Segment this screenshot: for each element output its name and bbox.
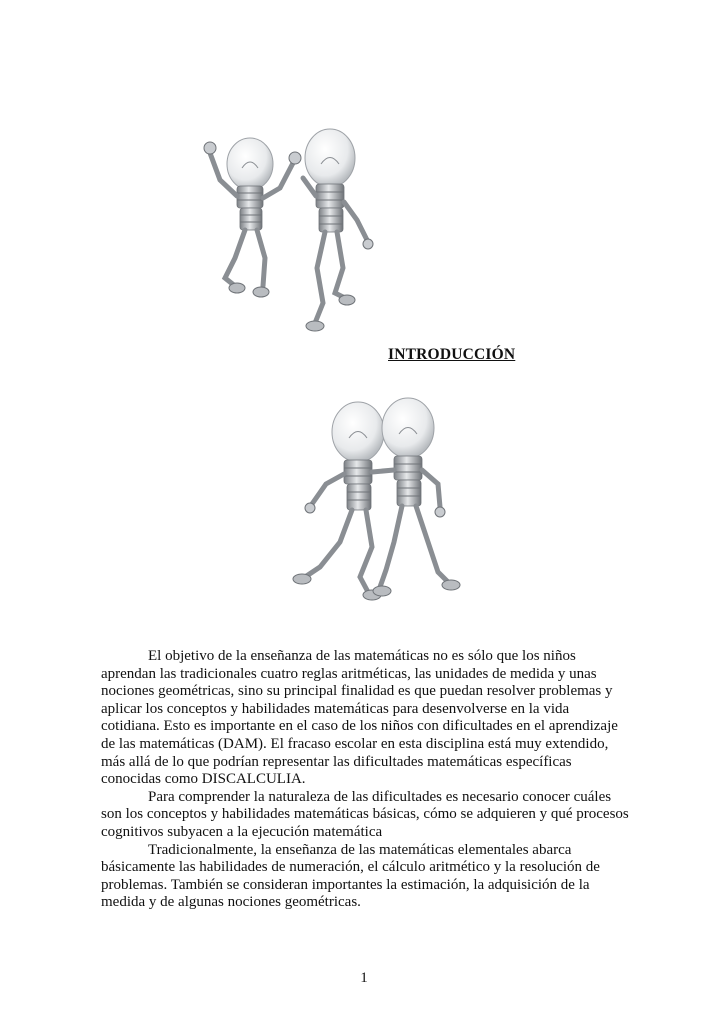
paragraph: El objetivo de la enseñanza de las matemáticas no es sólo que los niños aprendan las tradicionales cuatro reglas aritméticas, las unidades de medida y unas nociones geométricas, sino su principal finalidad es que puedan resolver problemas y aplicar los conceptos y habilidades matemáticas para desenvolverse en la vida cotidiana. Esto es importante en el caso de los niños con dificultades en el aprendizaje de las matemáticas (DAM). El fracaso escolar en esta disciplina está muy extendido, más allá de lo que podrían representar las dificultades matemáticas específicas conocidas como DISCALCULIA. (101, 648, 618, 788)
page-number: 1 (360, 970, 368, 986)
paragraph: Para comprender la naturaleza de las dificultades es necesario conocer cuáles son los conceptos y habilidades matemáticas básicas, cómo se adquieren y qué procesos cognitivos subyacen a la ejecución matemática (101, 788, 629, 840)
body-text (101, 648, 631, 912)
dancing-lightbulbs-icon (185, 118, 375, 340)
walking-lightbulbs-icon (290, 392, 465, 622)
paragraph: Tradicionalmente, la enseñanza de las matemáticas elementales abarca básicamente las habilidades de numeración, el cálculo aritmético y la resolución de problemas. También se consideran importantes la estimación, la adquisición de la medida y de algunas nociones geométricas. (101, 841, 600, 911)
page-title: INTRODUCCIÓN (388, 346, 516, 363)
